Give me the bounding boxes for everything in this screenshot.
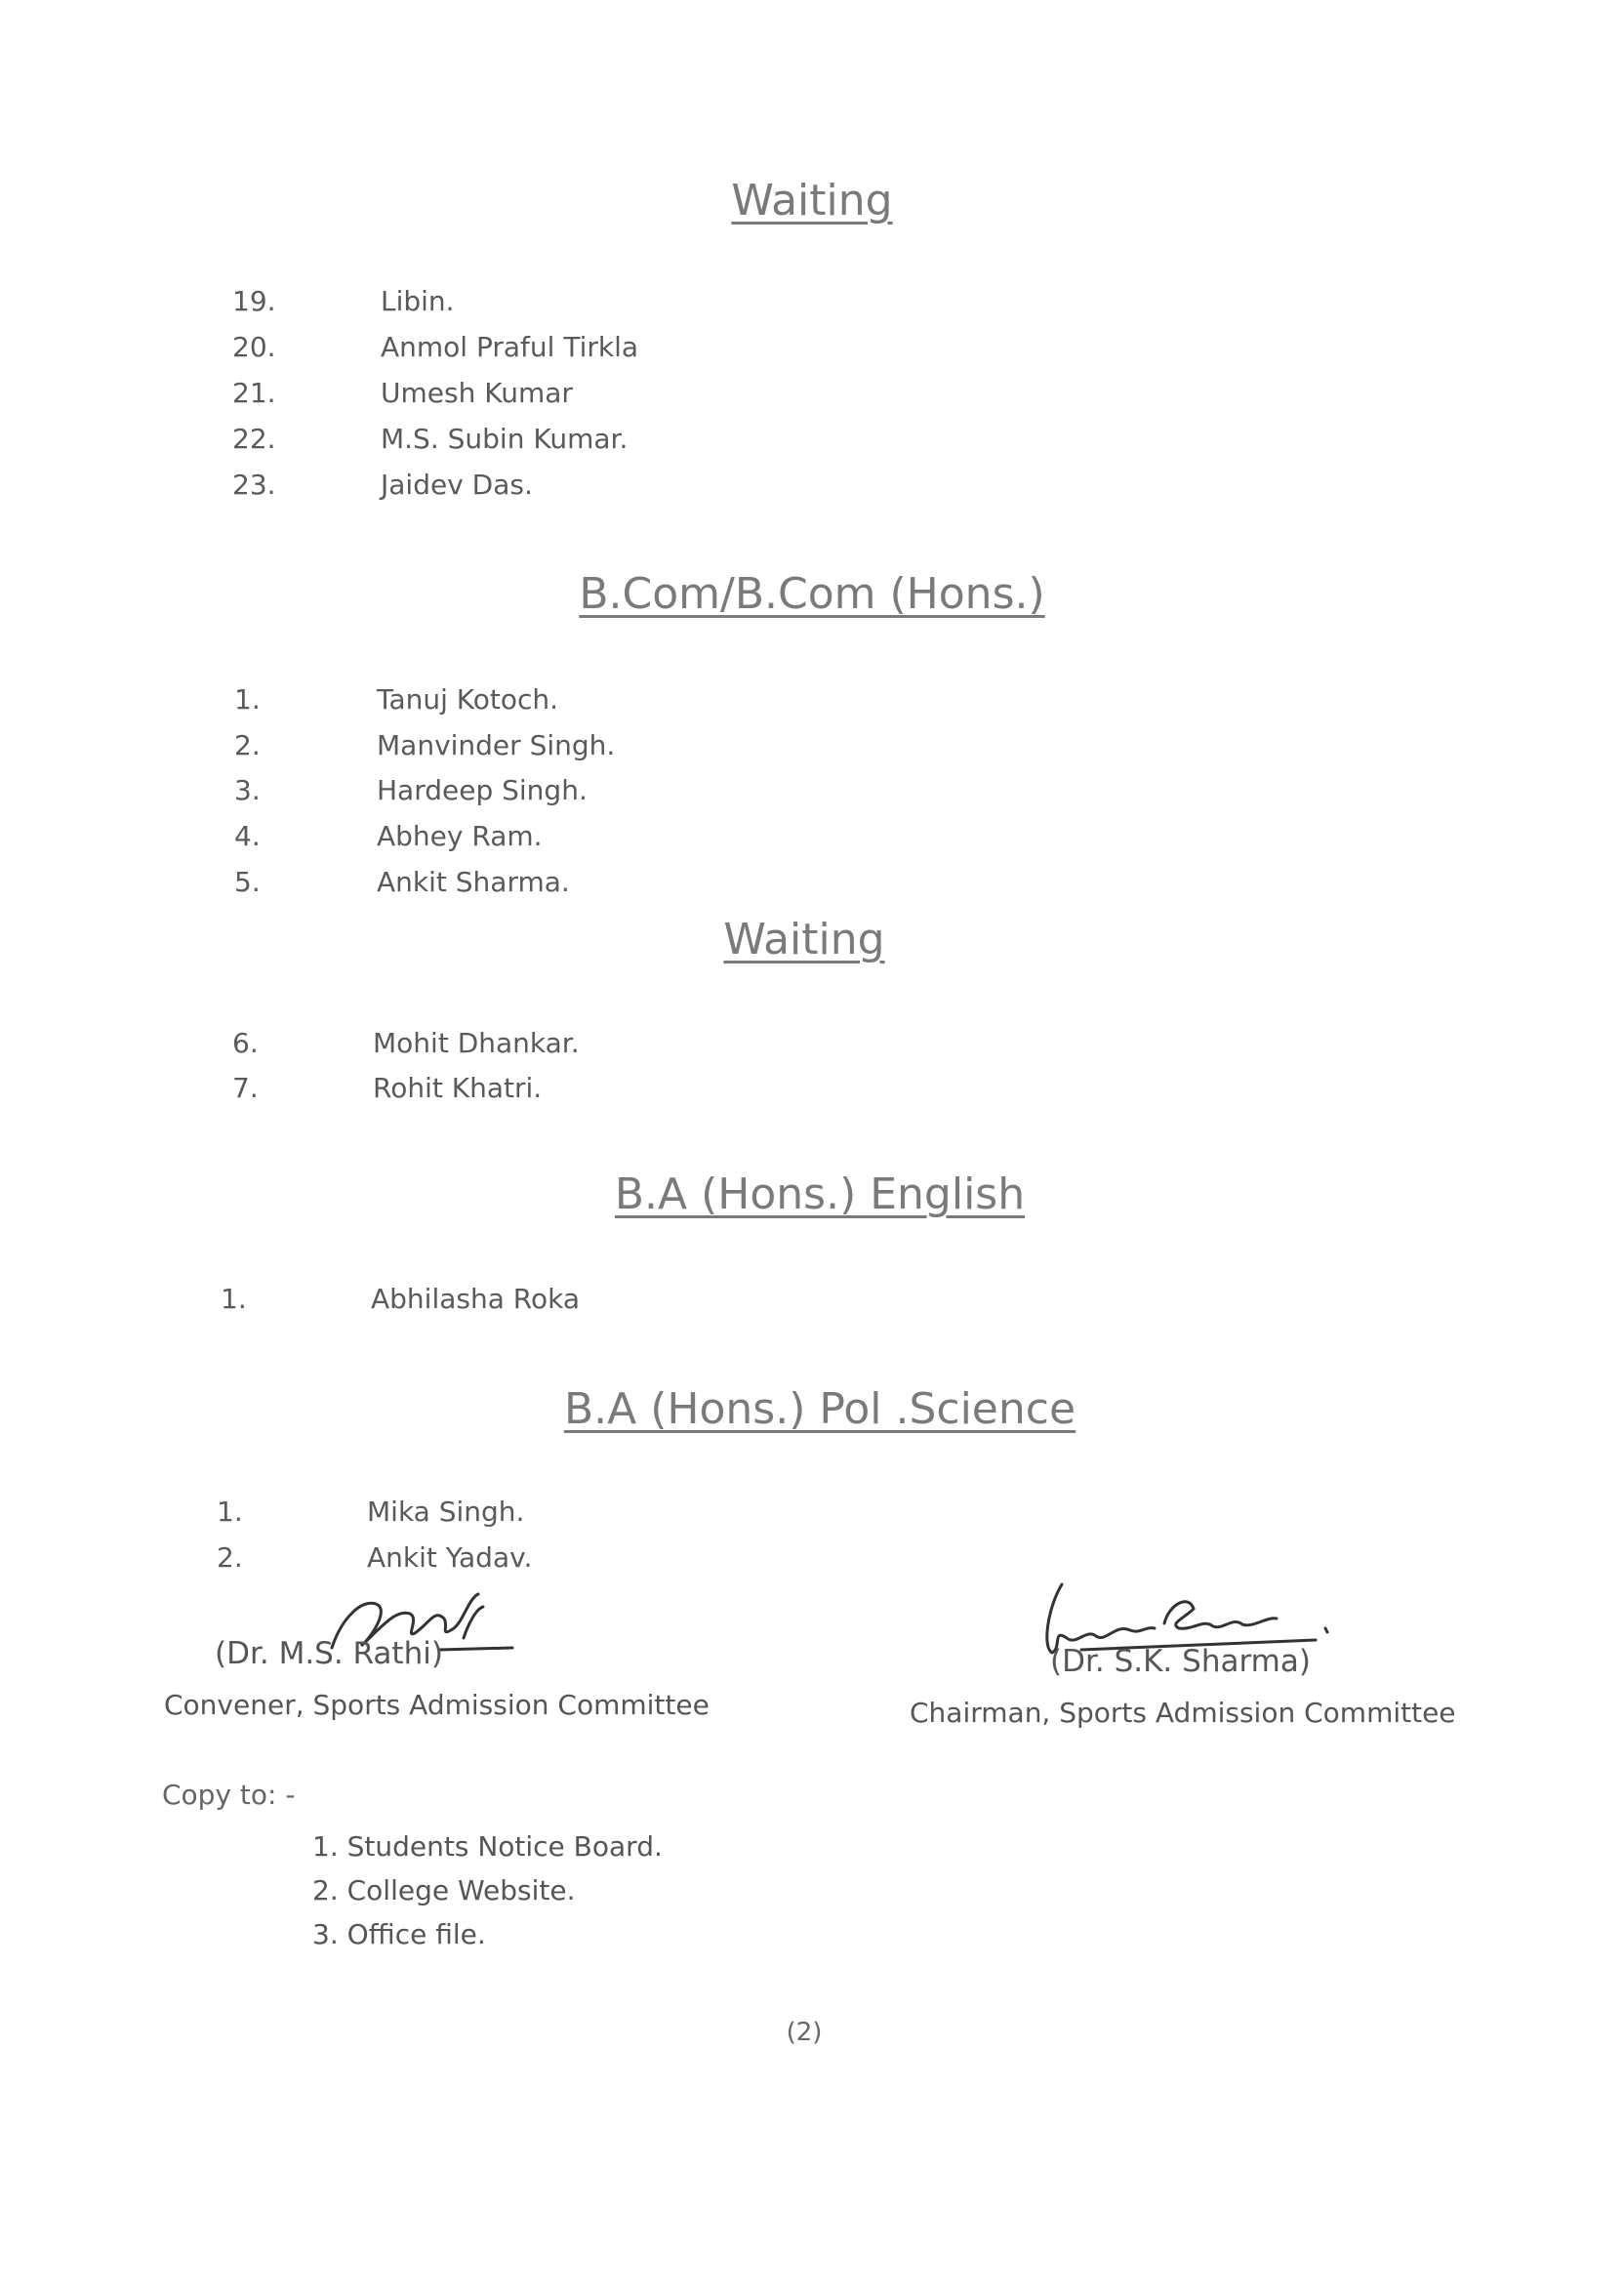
- item-name: Ankit Yadav.: [367, 1541, 533, 1574]
- signatory-right-name: (Dr. S.K. Sharma): [1050, 1644, 1311, 1679]
- section-heading-ba-english: B.A (Hons.) English: [614, 1169, 1026, 1219]
- item-number: 1.: [217, 1496, 243, 1528]
- section-heading-waiting-1: Waiting: [731, 176, 893, 226]
- item-number: 20.: [232, 331, 276, 363]
- copy-to-item: 2. College Website.: [312, 1874, 576, 1906]
- item-number: 23.: [232, 469, 276, 501]
- item-number: 3.: [234, 774, 261, 806]
- item-number: 4.: [234, 820, 261, 852]
- page-number: (2): [786, 2018, 823, 2047]
- item-number: 19.: [232, 285, 276, 317]
- copy-to-item: 1. Students Notice Board.: [312, 1830, 663, 1863]
- item-number: 2.: [234, 729, 261, 761]
- item-name: Libin.: [381, 285, 455, 317]
- copy-to-item: 3. Office file.: [312, 1918, 486, 1950]
- item-name: Mohit Dhankar.: [373, 1027, 580, 1059]
- item-name: Tanuj Kotoch.: [377, 683, 559, 716]
- item-name: Jaidev Das.: [381, 469, 533, 501]
- copy-to-label: Copy to: -: [162, 1779, 296, 1811]
- item-number: 1.: [221, 1283, 247, 1315]
- item-name: Anmol Praful Tirkla: [381, 331, 639, 363]
- item-name: Abhey Ram.: [377, 820, 543, 852]
- item-name: Umesh Kumar: [381, 377, 573, 409]
- item-name: Manvinder Singh.: [377, 729, 616, 761]
- item-name: Rohit Khatri.: [373, 1072, 543, 1104]
- item-name: Mika Singh.: [367, 1496, 525, 1528]
- section-heading-ba-pol-science: B.A (Hons.) Pol .Science: [563, 1384, 1076, 1434]
- item-name: Ankit Sharma.: [377, 866, 570, 898]
- item-number: 1.: [234, 683, 261, 716]
- item-number: 6.: [232, 1027, 259, 1059]
- signatory-right-role: Chairman, Sports Admission Committee: [910, 1697, 1456, 1729]
- item-number: 2.: [217, 1541, 243, 1574]
- item-number: 22.: [232, 423, 276, 455]
- signatory-left-name: (Dr. M.S. Rathi): [215, 1636, 443, 1671]
- item-name: M.S. Subin Kumar.: [381, 423, 629, 455]
- item-number: 21.: [232, 377, 276, 409]
- item-number: 7.: [232, 1072, 259, 1104]
- signatory-left-role: Convener, Sports Admission Committee: [164, 1689, 710, 1721]
- item-name: Abhilasha Roka: [371, 1283, 580, 1315]
- section-heading-waiting-2: Waiting: [723, 915, 885, 964]
- item-name: Hardeep Singh.: [377, 774, 588, 806]
- section-heading-bcom: B.Com/B.Com (Hons.): [579, 569, 1045, 619]
- item-number: 5.: [234, 866, 261, 898]
